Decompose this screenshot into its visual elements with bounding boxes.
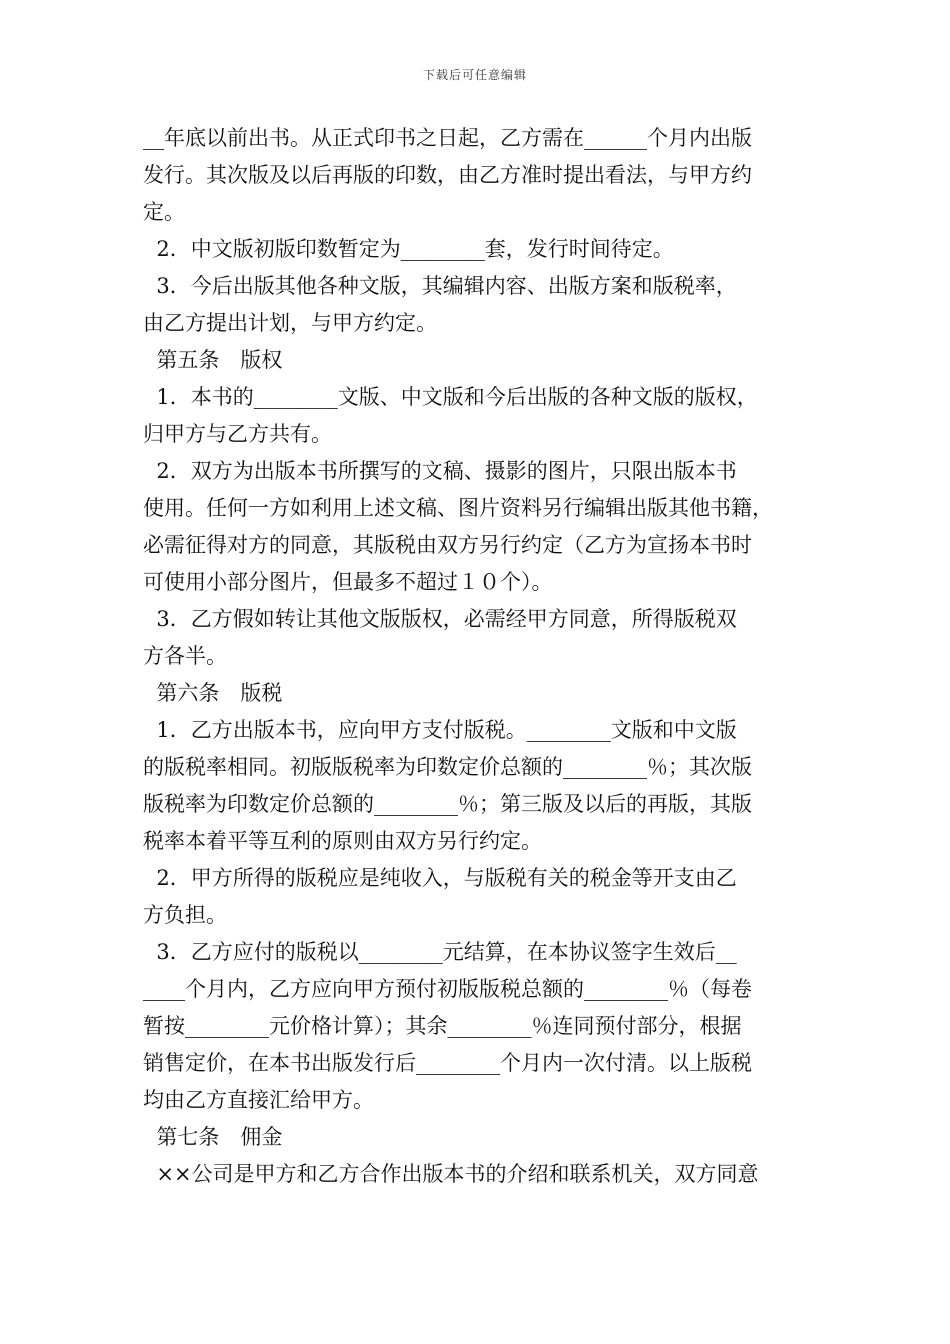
text-line: 税率本着平等互利的原则由双方另行约定。 xyxy=(143,829,542,853)
text-line: 的版税率相同。初版版税率为印数定价总额的________％；其次版 xyxy=(143,755,752,779)
text-line: 3．乙方假如转让其他文版版权，必需经甲方同意，所得版税双 xyxy=(143,607,737,631)
text-line: 销售定价，在本书出版发行后________个月内一次付清。以上版税 xyxy=(143,1051,752,1075)
text-line: 必需征得对方的同意，其版税由双方另行约定（乙方为宣扬本书时 xyxy=(143,533,752,557)
text-line: 1．本书的________文版、中文版和今后出版的各种文版的版权， xyxy=(143,385,758,409)
text-line: 定。 xyxy=(143,200,185,224)
text-line: 可使用小部分图片，但最多不超过１０个）。 xyxy=(143,570,553,594)
page-header: 下载后可任意编辑 xyxy=(422,68,527,82)
text-line: 方各半。 xyxy=(143,644,227,668)
text-line: 暂按________元价格计算）；其余________％连同预付部分，根据 xyxy=(143,1014,742,1038)
text-line: 2．中文版初版印数暂定为________套，发行时间待定。 xyxy=(143,237,674,261)
text-line: 2．双方为出版本书所撰写的文稿、摄影的图片，只限出版本书 xyxy=(143,459,737,483)
text-line: __年底以前出书。从正式印书之日起，乙方需在______个月内出版 xyxy=(143,126,752,150)
section-heading: 第七条 佣金 xyxy=(143,1125,283,1149)
text-line: 1．乙方出版本书，应向甲方支付版税。________文版和中文版 xyxy=(143,718,737,742)
text-line: 均由乙方直接汇给甲方。 xyxy=(143,1088,374,1112)
text-line: 3．乙方应付的版税以________元结算，在本协议签字生效后__ xyxy=(143,940,737,964)
text-line: 归甲方与乙方共有。 xyxy=(143,422,332,446)
text-line: ××公司是甲方和乙方合作出版本书的介绍和联系机关，双方同意 xyxy=(143,1162,759,1186)
text-line: 3．今后出版其他各种文版，其编辑内容、出版方案和版税率， xyxy=(143,274,737,298)
text-line: 由乙方提出计划，与甲方约定。 xyxy=(143,311,437,335)
text-line: 2．甲方所得的版税应是纯收入，与版税有关的税金等开支由乙 xyxy=(143,866,737,890)
text-line: 使用。任何一方如利用上述文稿、图片资料另行编辑出版其他书籍， xyxy=(143,496,773,520)
text-line: ____个月内，乙方应向甲方预付初版版税总额的________％（每卷 xyxy=(143,977,752,1001)
section-heading: 第六条 版税 xyxy=(143,681,283,705)
text-line: 发行。其次版及以后再版的印数，由乙方准时提出看法，与甲方约 xyxy=(143,163,752,187)
section-heading: 第五条 版权 xyxy=(143,348,283,372)
text-line: 版税率为印数定价总额的________％；第三版及以后的再版，其版 xyxy=(143,792,752,816)
text-line: 方负担。 xyxy=(143,903,227,927)
